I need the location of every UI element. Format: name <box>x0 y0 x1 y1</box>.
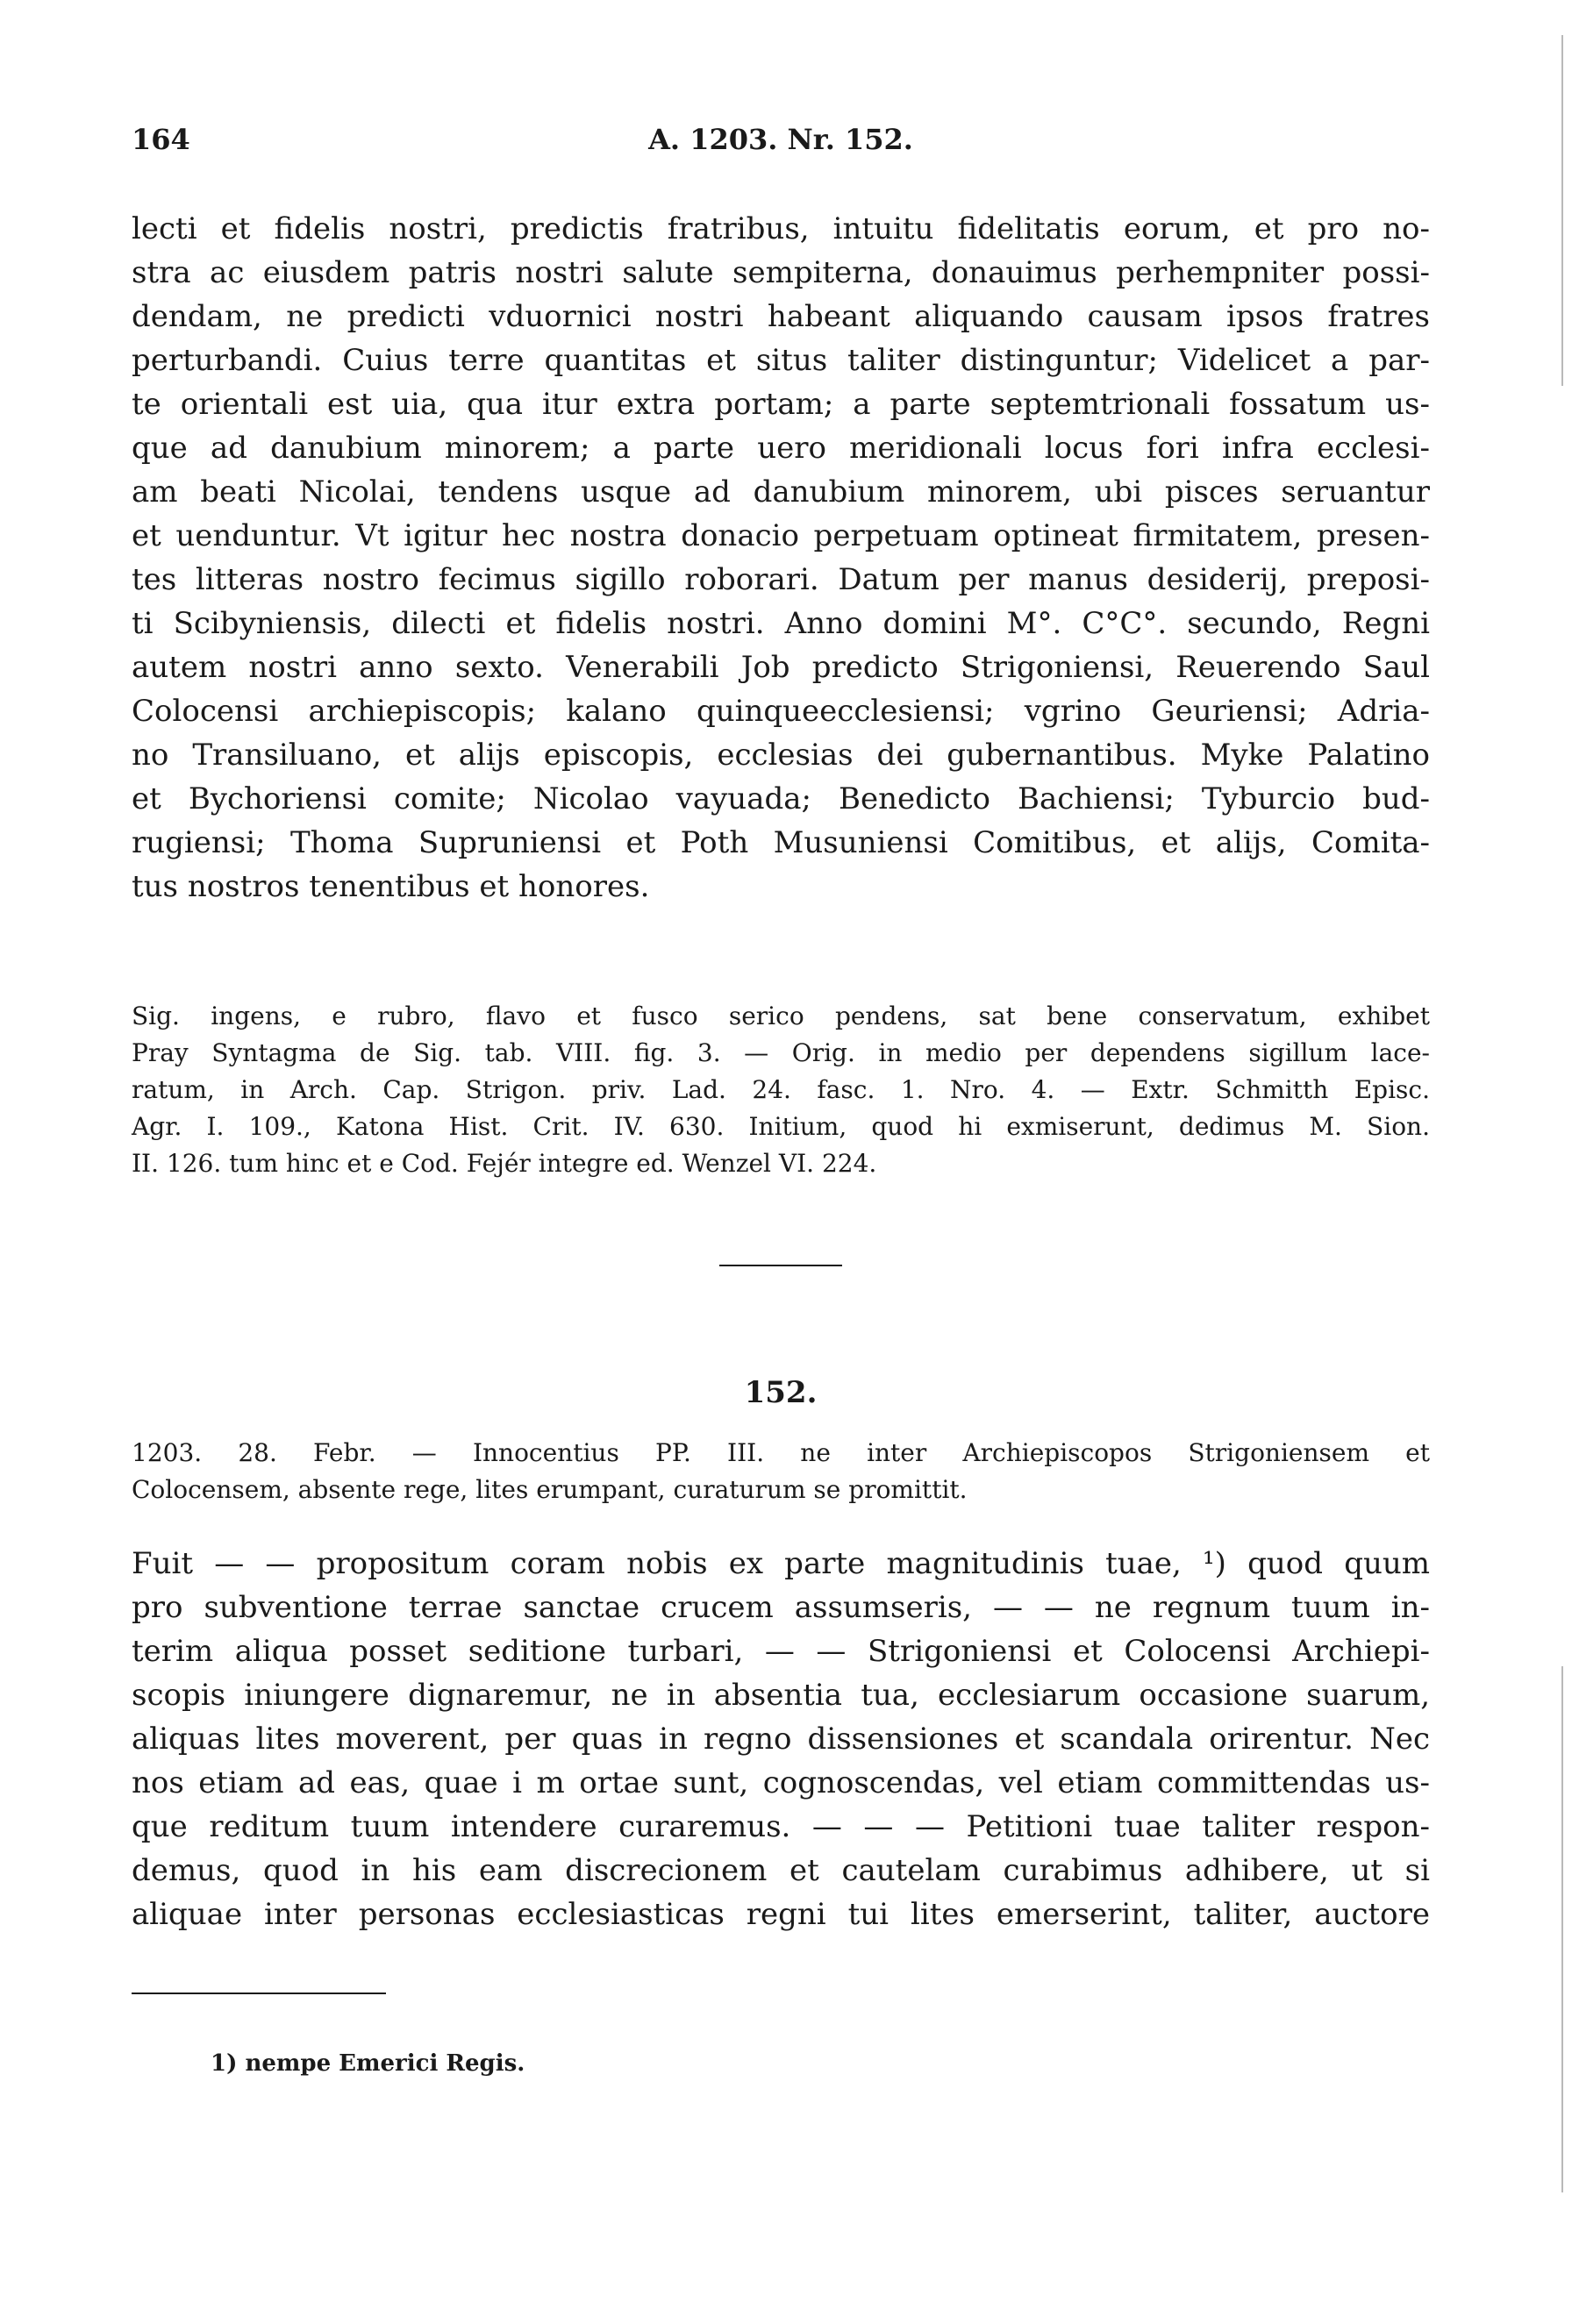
text-line: tes litteras nostro fecimus sigillo roborari. Datum per manus desiderij, preposi- <box>132 562 1430 597</box>
section-divider <box>719 1265 842 1266</box>
text-line: nos etiam ad eas, quae i m ortae sunt, cognoscendas, vel etiam committendas us- <box>132 1765 1430 1800</box>
text-line: perturbandi. Cuius terre quantitas et situs taliter distinguntur; Videlicet a par- <box>132 343 1430 378</box>
text-line: am beati Nicolai, tendens usque ad danubium minorem, ubi pisces seruantur <box>132 474 1430 510</box>
scan-edge-mark <box>1561 1666 1563 2192</box>
note-line: Agr. I. 109., Katona Hist. Crit. IV. 630. Initium, quod hi exmiserunt, dedimus M. Sion. <box>132 1112 1430 1141</box>
regest-line: Colocensem, absente rege, lites erumpant, curaturum se promittit. <box>132 1475 968 1504</box>
page-header <box>132 123 1430 167</box>
text-line: et Bychoriensi comite; Nicolao vayuada; Benedicto Bachiensi; Tyburcio bud- <box>132 781 1430 816</box>
document-number: 152. <box>744 1375 818 1410</box>
text-line: demus, quod in his eam discrecionem et cautelam curabimus adhibere, ut si <box>132 1853 1430 1888</box>
text-line: que ad danubium minorem; a parte uero meridionali locus fori infra ecclesi- <box>132 431 1430 466</box>
text-line: no Transiluano, et alijs episcopis, ecclesias dei gubernantibus. Myke Palatino <box>132 738 1430 773</box>
text-line: lecti et fidelis nostri, predictis fratribus, intuitu fidelitatis eorum, et pro no- <box>132 211 1430 246</box>
footnote-separator <box>132 1993 386 1994</box>
text-line: terim aliqua posset seditione turbari, — — Strigoniensi et Colocensi Archiepi- <box>132 1634 1430 1669</box>
text-line: rugiensi; Thoma Supruniensi et Poth Musuniensi Comitibus, et alijs, Comita- <box>132 825 1430 860</box>
text-line: aliquas lites moverent, per quas in regno dissensiones et scandala orirentur. Nec <box>132 1722 1430 1757</box>
text-line: pro subventione terrae sanctae crucem assumseris, — — ne regnum tuum in- <box>132 1590 1430 1625</box>
letter-text <box>132 1542 1430 1936</box>
note-line: Sig. ingens, e rubro, flavo et fusco serico pendens, sat bene conservatum, exhibet <box>132 1002 1430 1030</box>
text-line: Fuit — — propositum coram nobis ex parte magnitudinis tuae, ¹) quod quum <box>132 1546 1430 1581</box>
text-line: Colocensi archiepiscopis; kalano quinqueecclesiensi; vgrino Geuriensi; Adria- <box>132 694 1430 729</box>
text-line: que reditum tuum intendere curaremus. — — — Petitioni tuae taliter respon- <box>132 1809 1430 1844</box>
source-note <box>132 998 1430 1182</box>
scan-edge-mark <box>1561 35 1563 386</box>
note-line: II. 126. tum hinc et e Cod. Fejér integre ed. Wenzel VI. 224. <box>132 1149 877 1178</box>
text-line: stra ac eiusdem patris nostri salute sempiterna, donauimus perhempniter possi- <box>132 255 1430 290</box>
running-head: A. 1203. Nr. 152. <box>648 123 913 156</box>
footnote: 1) nempe Emerici Regis. <box>211 2050 525 2077</box>
page-number: 164 <box>132 123 190 156</box>
text-line: te orientali est uia, qua itur extra portam; a parte septemtrionali fossatum us- <box>132 387 1430 422</box>
text-line: tus nostros tenentibus et honores. <box>132 869 650 904</box>
text-line: et uenduntur. Vt igitur hec nostra donacio perpetuam optineat firmitatem, presen- <box>132 518 1430 553</box>
text-line: scopis iniungere dignaremur, ne in absentia tua, ecclesiarum occasione suarum, <box>132 1678 1430 1713</box>
text-line: ti Scibyniensis, dilecti et fidelis nostri. Anno domini M°. C°C°. secundo, Regni <box>132 606 1430 641</box>
text-line: aliquae inter personas ecclesiasticas regni tui lites emerserint, taliter, auctore <box>132 1897 1430 1932</box>
note-line: Pray Syntagma de Sig. tab. VIII. fig. 3. — Orig. in medio per dependens sigillum lace- <box>132 1038 1430 1067</box>
charter-text <box>132 207 1430 909</box>
text-line: dendam, ne predicti vduornici nostri habeant aliquando causam ipsos fratres <box>132 299 1430 334</box>
note-line: ratum, in Arch. Cap. Strigon. priv. Lad. 24. fasc. 1. Nro. 4. — Extr. Schmitth Episc. <box>132 1075 1430 1104</box>
regest-line: 1203. 28. Febr. — Innocentius PP. III. ne inter Archiepiscopos Strigoniensem et <box>132 1438 1430 1467</box>
regest <box>132 1435 1430 1508</box>
text-line: autem nostri anno sexto. Venerabili Job predicto Strigoniensi, Reuerendo Saul <box>132 650 1430 685</box>
